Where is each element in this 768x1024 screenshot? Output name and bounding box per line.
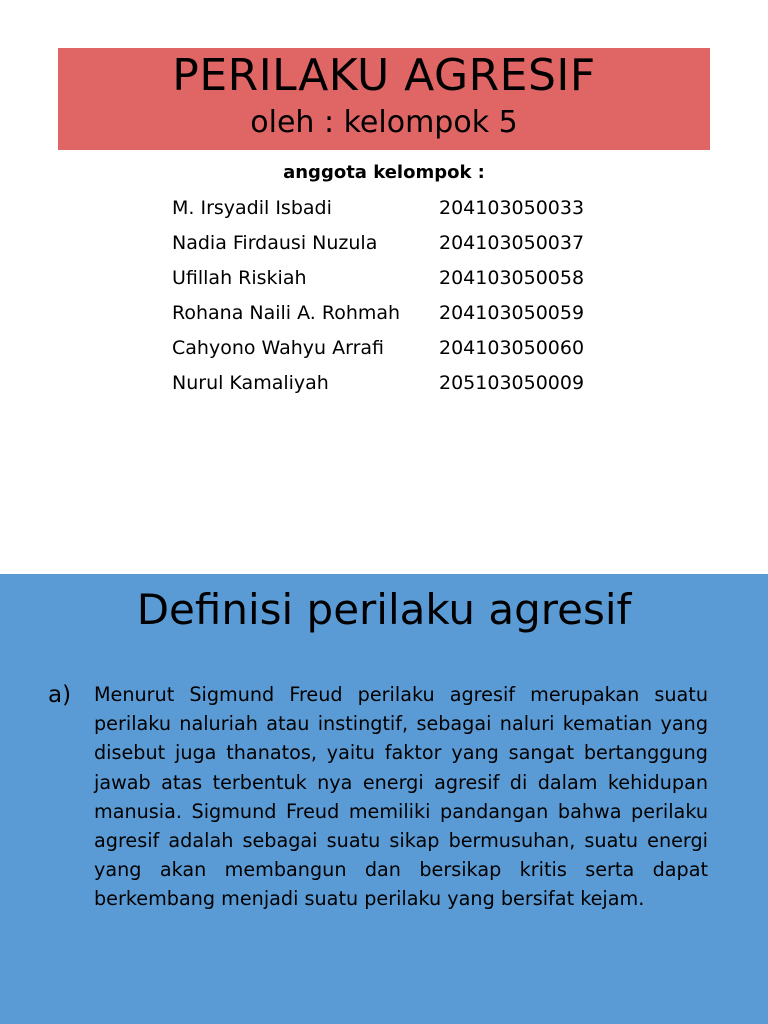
- member-nim: 204103050037: [439, 232, 585, 254]
- member-name: Ufillah Riskiah: [172, 267, 307, 289]
- member-nim: 204103050033: [439, 197, 585, 219]
- list-marker: a): [48, 682, 72, 708]
- member-nim: 204103050060: [439, 337, 585, 359]
- member-name: Cahyono Wahyu Arrafi: [172, 337, 385, 359]
- members-heading: anggota kelompok :: [283, 162, 485, 183]
- presentation-subtitle: oleh : kelompok 5: [250, 105, 518, 140]
- member-row: [172, 264, 612, 299]
- definition-paragraph: Menurut Sigmund Freud perilaku agresif merupakan suatu perilaku naluriah atau instingtif, sebagai naluri kematian yang disebut juga thanatos, yaitu faktor yang sangat bertanggung jawab atas terbentuk nya energi agresif di dalam kehidupan manusia. Sigmund Freud memiliki pandangan bahwa perilaku agresif adalah sebagai suatu sikap bermusuhan, suatu energi yang akan membangun dan bersikap kritis serta dapat berkembang menjadi suatu perilaku yang bersifat kejam.: [94, 683, 708, 911]
- member-name: M. Irsyadil Isbadi: [172, 197, 332, 219]
- member-row: [172, 334, 612, 369]
- member-row: [172, 229, 612, 264]
- slide-definition: [0, 574, 768, 1024]
- member-row: [172, 369, 612, 404]
- member-name: Rohana Naili A. Rohmah: [172, 302, 401, 324]
- member-nim: 205103050009: [439, 372, 585, 394]
- member-row: [172, 299, 612, 334]
- member-name: Nadia Firdausi Nuzula: [172, 232, 378, 254]
- title-banner: [58, 48, 710, 150]
- member-name: Nurul Kamaliyah: [172, 372, 329, 394]
- member-row: [172, 194, 612, 229]
- member-nim: 204103050059: [439, 302, 585, 324]
- member-nim: 204103050058: [439, 267, 585, 289]
- section-title: Definisi perilaku agresif: [136, 585, 632, 634]
- presentation-title: PERILAKU AGRESIF: [172, 50, 596, 101]
